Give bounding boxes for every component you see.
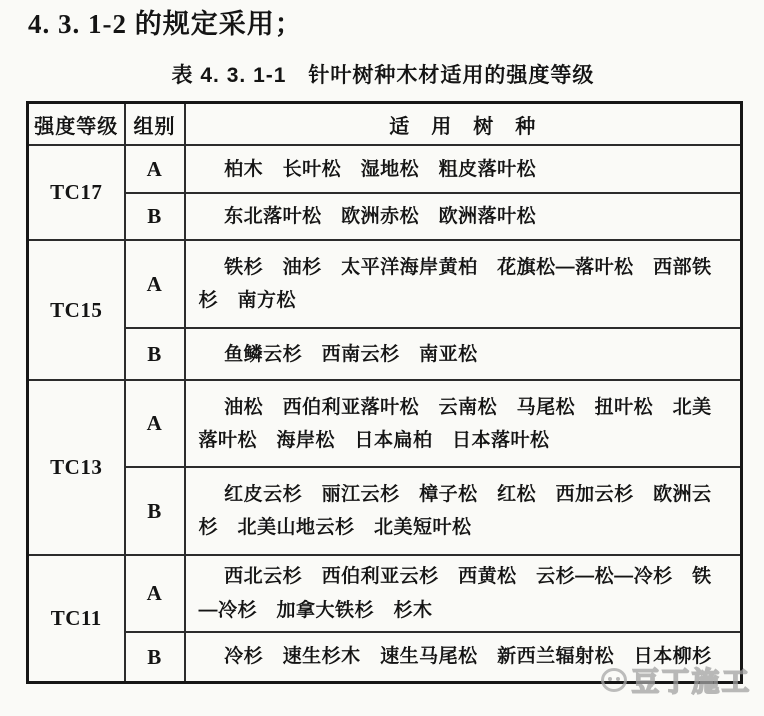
header-applicable-species: 适 用 树 种: [185, 102, 742, 145]
header-group: 组别: [125, 102, 185, 145]
species-list: 西北云杉 西伯利亚云杉 西黄松 云杉—松—冷杉 铁—冷杉 加拿大铁杉 杉木: [185, 555, 742, 632]
table-row: [28, 145, 742, 193]
group-label: A: [125, 380, 185, 467]
table-row: [28, 328, 742, 380]
watermark-face-icon: [601, 668, 627, 692]
grade-label-tc13: TC13: [28, 380, 125, 555]
species-list: 鱼鳞云杉 西南云杉 南亚松: [185, 328, 742, 380]
group-label: A: [125, 145, 185, 193]
species-list: 油松 西伯利亚落叶松 云南松 马尾松 扭叶松 北美落叶松 海岸松 日本扁柏 日本落叶松: [185, 380, 742, 467]
group-label: B: [125, 193, 185, 240]
grade-label-tc17: TC17: [28, 145, 125, 240]
group-label: A: [125, 240, 185, 328]
table-row: [28, 467, 742, 555]
table-header-row: [28, 102, 742, 145]
table-row: [28, 555, 742, 632]
species-list: 铁杉 油杉 太平洋海岸黄柏 花旗松—落叶松 西部铁杉 南方松: [185, 240, 742, 328]
group-label: A: [125, 555, 185, 632]
watermark: [601, 660, 752, 699]
table-row: [28, 380, 742, 467]
watermark-text: 豆丁施工: [632, 667, 752, 697]
header-strength-grade: 强度等级: [28, 102, 125, 145]
group-label: B: [125, 632, 185, 683]
intro-text: 4. 3. 1-2 的规定采用；: [28, 9, 303, 39]
species-list: 柏木 长叶松 湿地松 粗皮落叶松: [185, 145, 742, 193]
grade-label-tc11: TC11: [28, 555, 125, 683]
table-row: [28, 240, 742, 328]
species-list: 红皮云杉 丽江云杉 樟子松 红松 西加云杉 欧洲云杉 北美山地云杉 北美短叶松: [185, 467, 742, 555]
grade-label-tc15: TC15: [28, 240, 125, 380]
group-label: B: [125, 328, 185, 380]
strength-grade-table: [26, 101, 743, 685]
table-caption: 表 4. 3. 1-1 针叶树种木材适用的强度等级: [171, 63, 595, 87]
table-row: [28, 193, 742, 240]
species-list: 东北落叶松 欧洲赤松 欧洲落叶松: [185, 193, 742, 240]
species-list: 冷杉 速生杉木 速生马尾松 新西兰辐射松 日本柳杉: [185, 632, 742, 683]
group-label: B: [125, 467, 185, 555]
